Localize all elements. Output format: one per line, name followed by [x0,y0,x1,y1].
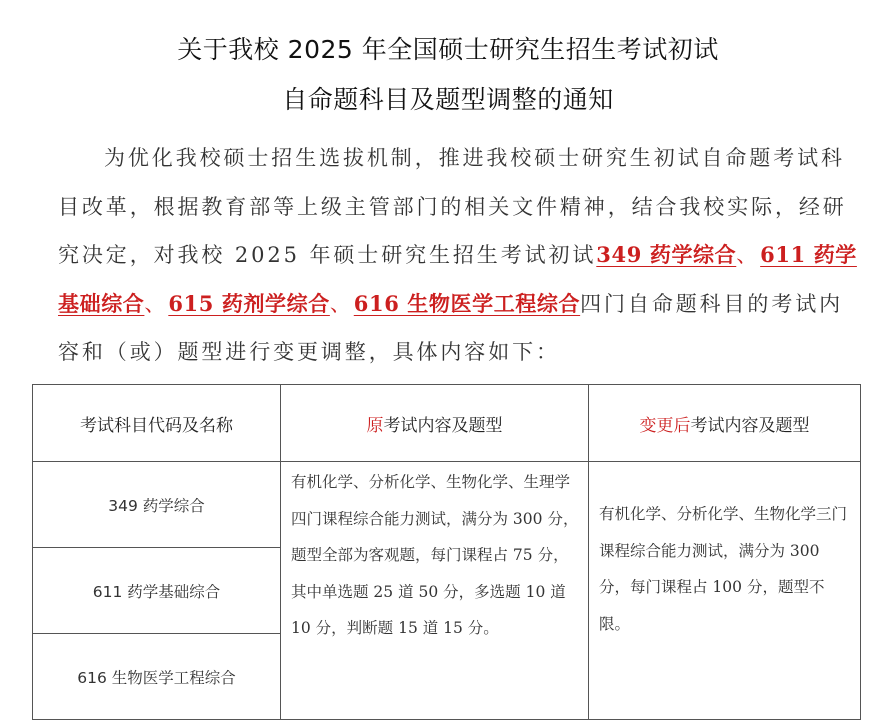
subject-separator: 、 [736,243,761,267]
subject-616: 616 生物医学工程综合 [353,290,581,316]
subject-cell: 616 生物医学工程综合 [33,634,281,720]
subject-611: 611 药学基础综合 [58,242,857,316]
subject-separator: 、 [144,291,169,316]
subject-349: 349 药学综合 [596,242,737,267]
notice-title-line-1: 关于我校 2025 年全国硕士研究生招生考试初试 [177,35,719,64]
header-changed-marker: 变更后 [639,415,691,436]
subject-cell: 349 药学综合 [33,462,281,548]
header-changed-content [589,385,861,462]
subject-separator: 、 [329,291,354,316]
header-original-marker: 原 [366,415,384,436]
intro-paragraph [58,134,860,377]
subject-cell: 611 药学基础综合 [33,548,281,634]
header-subject-code-name: 考试科目代码及名称 [33,385,281,462]
header-original-label: 考试内容及题型 [383,415,503,436]
changed-content-cell: 有机化学、分析化学、生物化学三门课程综合能力测试，满分为 300 分，每门课程占 100 分，题型不限。 [589,462,861,720]
intro-text-after: 四门自命题科目的考试内容和（或）题型进行变更调整，具体内容如下： [58,291,844,364]
notice-title-line-2: 自命题科目及题型调整的通知 [282,85,614,114]
subject-615: 615 药剂学综合 [168,290,330,316]
original-content-cell: 有机化学、分析化学、生物化学、生理学四门课程综合能力测试，满分为 300 分，题型全部为客观题，每门课程占 75 分，其中单选题 25 道 50 分，多选题 10 道 10 分，判断题 15 道 15 分。 [281,462,589,720]
table-header-row [33,385,861,462]
subject-change-table [32,384,861,720]
header-changed-label: 考试内容及题型 [690,415,810,436]
intro-text-before: 为优化我校硕士招生选拔机制，推进我校硕士研究生初试自命题考试科目改革，根据教育部等上级主管部门的相关文件精神，结合我校实际，经研究决定，对我校 2025 年硕士研究生招生考试初试 [58,146,847,267]
table-row [33,462,861,548]
header-original-content [281,385,589,462]
